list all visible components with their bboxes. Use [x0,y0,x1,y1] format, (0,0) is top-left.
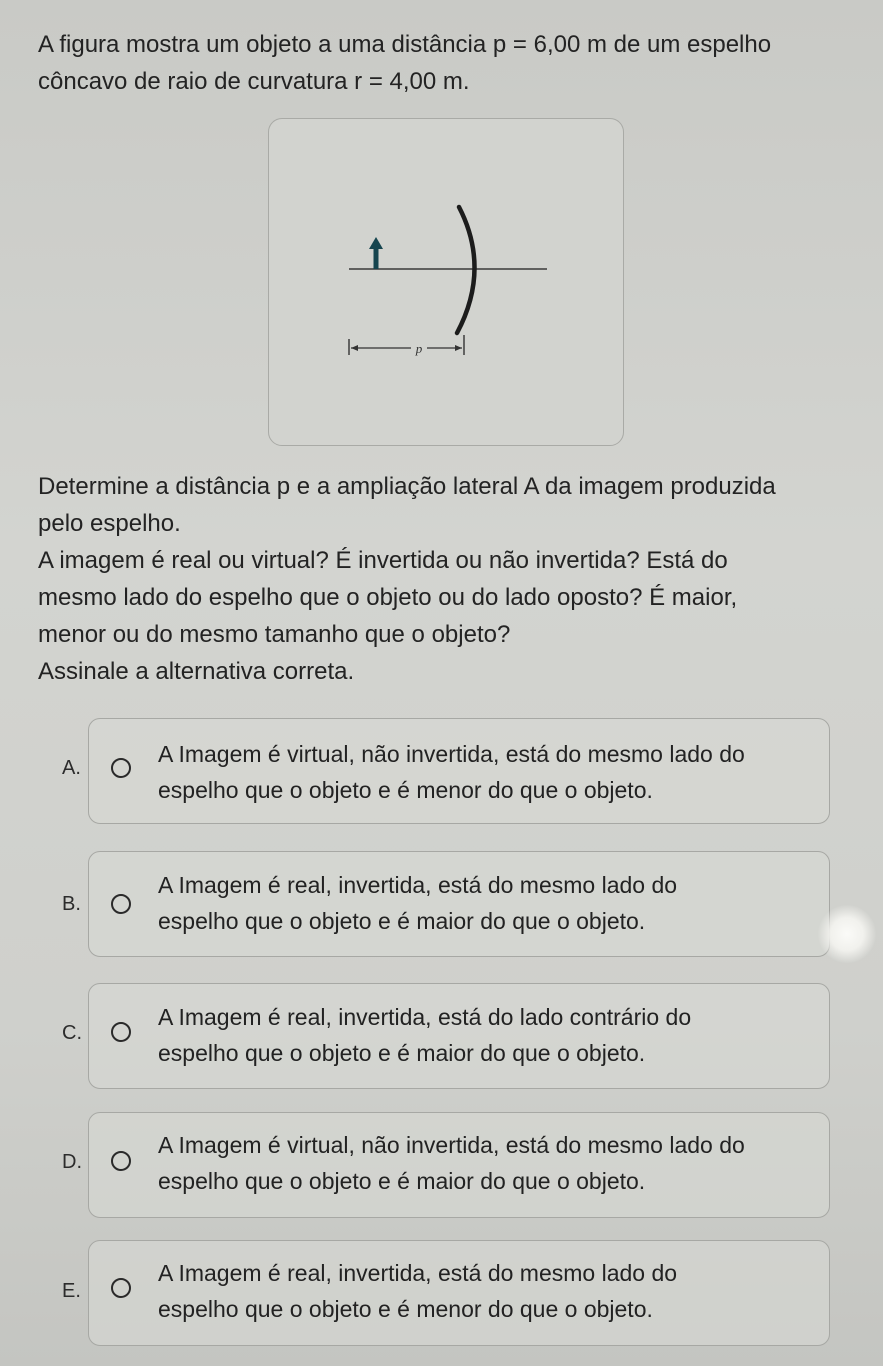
option-c-text [158,999,818,1071]
option-e-text [158,1255,818,1327]
option-d-radio[interactable] [111,1151,131,1171]
option-d-line-2: espelho que o objeto e é maior do que o objeto. [158,1168,646,1194]
option-e-radio[interactable] [111,1278,131,1298]
question-line-4: mesmo lado do espelho que o objeto ou do lado oposto? É maior, [38,584,738,611]
screen-glare [818,905,876,963]
option-b-line-2: espelho que o objeto e é maior do que o objeto. [158,908,646,934]
option-c-line-2: espelho que o objeto e é maior do que o objeto. [158,1040,646,1066]
mirror-diagram [269,119,623,445]
option-d-letter: D. [62,1151,82,1173]
question-part-2 [38,542,858,653]
mirror-figure [268,118,624,446]
option-b-letter: B. [62,893,81,915]
question-line-2: pelo espelho. [38,510,181,537]
option-e-line-2: espelho que o objeto e é menor do que o objeto. [158,1296,653,1322]
question-part-1 [38,468,858,542]
option-b-line-1: A Imagem é real, invertida, está do mesmo lado do [158,872,678,898]
option-a-text [158,736,818,808]
option-e-line-1: A Imagem é real, invertida, está do mesmo lado do [158,1260,678,1286]
option-b-text [158,867,818,939]
option-b-radio[interactable] [111,894,131,914]
intro-line-2: côncavo de raio de curvatura r = 4,00 m. [38,68,470,95]
option-d-line-1: A Imagem é virtual, não invertida, está do mesmo lado do [158,1132,745,1158]
option-c-line-1: A Imagem é real, invertida, está do lado contrário do [158,1004,692,1030]
instruction: Assinale a alternativa correta. [38,658,355,685]
distance-dimension [349,335,464,355]
question-line-1: Determine a distância p e a ampliação lateral A da imagem produzida [38,473,776,500]
option-c-radio[interactable] [111,1022,131,1042]
question-line-5: menor ou do mesmo tamanho que o objeto? [38,621,511,648]
problem-statement [38,26,858,100]
distance-label: p [415,341,423,356]
option-d-text [158,1127,818,1199]
option-a-line-1: A Imagem é virtual, não invertida, está do mesmo lado do [158,741,745,767]
option-e-letter: E. [62,1280,81,1302]
concave-mirror [457,207,475,333]
option-a-letter: A. [62,757,81,779]
object-arrow-icon [369,237,383,269]
option-c-letter: C. [62,1022,82,1044]
question-line-3: A imagem é real ou virtual? É invertida ou não invertida? Está do [38,547,728,574]
intro-line-1: A figura mostra um objeto a uma distância p = 6,00 m de um espelho [38,31,772,58]
option-a-radio[interactable] [111,758,131,778]
option-a-line-2: espelho que o objeto e é menor do que o objeto. [158,777,653,803]
